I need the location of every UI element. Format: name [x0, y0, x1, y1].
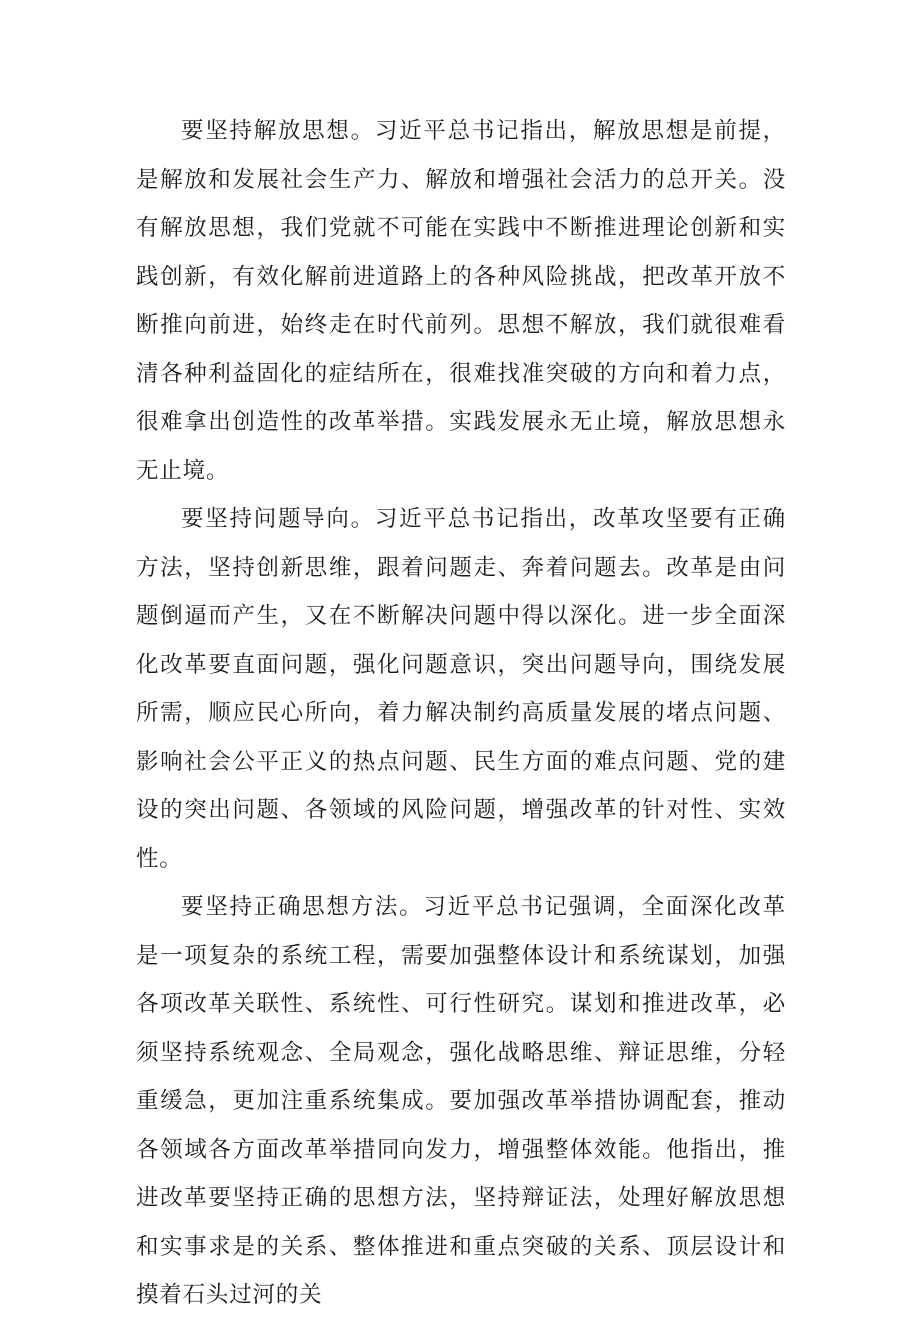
- document-body: [136, 107, 786, 1320]
- paragraph-correct-methods: 要坚持正确思想方法。习近平总书记强调，全面深化改革是一项复杂的系统工程，需要加强整体设计和系统谋划，加强各项改革关联性、系统性、可行性研究。谋划和推进改革，必须坚持系统观念、全局观念，强化战略思维、辩证思维，分轻重缓急，更加注重系统集成。要加强改革举措协调配套，推动各领域各方面改革举措同向发力，增强整体效能。他指出，推进改革要坚持正确的思想方法，坚持辩证法，处理好解放思想和实事求是的关系、整体推进和重点突破的关系、顶层设计和摸着石头过河的关: [136, 894, 786, 1308]
- paragraph-liberate-thinking: 要坚持解放思想。习近平总书记指出，解放思想是前提，是解放和发展社会生产力、解放和增强社会活力的总开关。没有解放思想，我们党就不可能在实践中不断推进理论创新和实践创新，有效化解前进道路上的各种风险挑战，把改革开放不断推向前进，始终走在时代前列。思想不解放，我们就很难看清各种利益固化的症结所在，很难找准突破的方向和着力点，很难拿出创造性的改革举措。实践发展永无止境，解放思想永无止境。: [136, 118, 786, 484]
- paragraph-problem-oriented: 要坚持问题导向。习近平总书记指出，改革攻坚要有正确方法，坚持创新思维，跟着问题走、奔着问题去。改革是由问题倒逼而产生，又在不断解决问题中得以深化。进一步全面深化改革要直面问题，强化问题意识，突出问题导向，围绕发展所需，顺应民心所向，着力解决制约高质量发展的堵点问题、影响社会公平正义的热点问题、民生方面的难点问题、党的建设的突出问题、各领域的风险问题，增强改革的针对性、实效性。: [136, 506, 786, 872]
